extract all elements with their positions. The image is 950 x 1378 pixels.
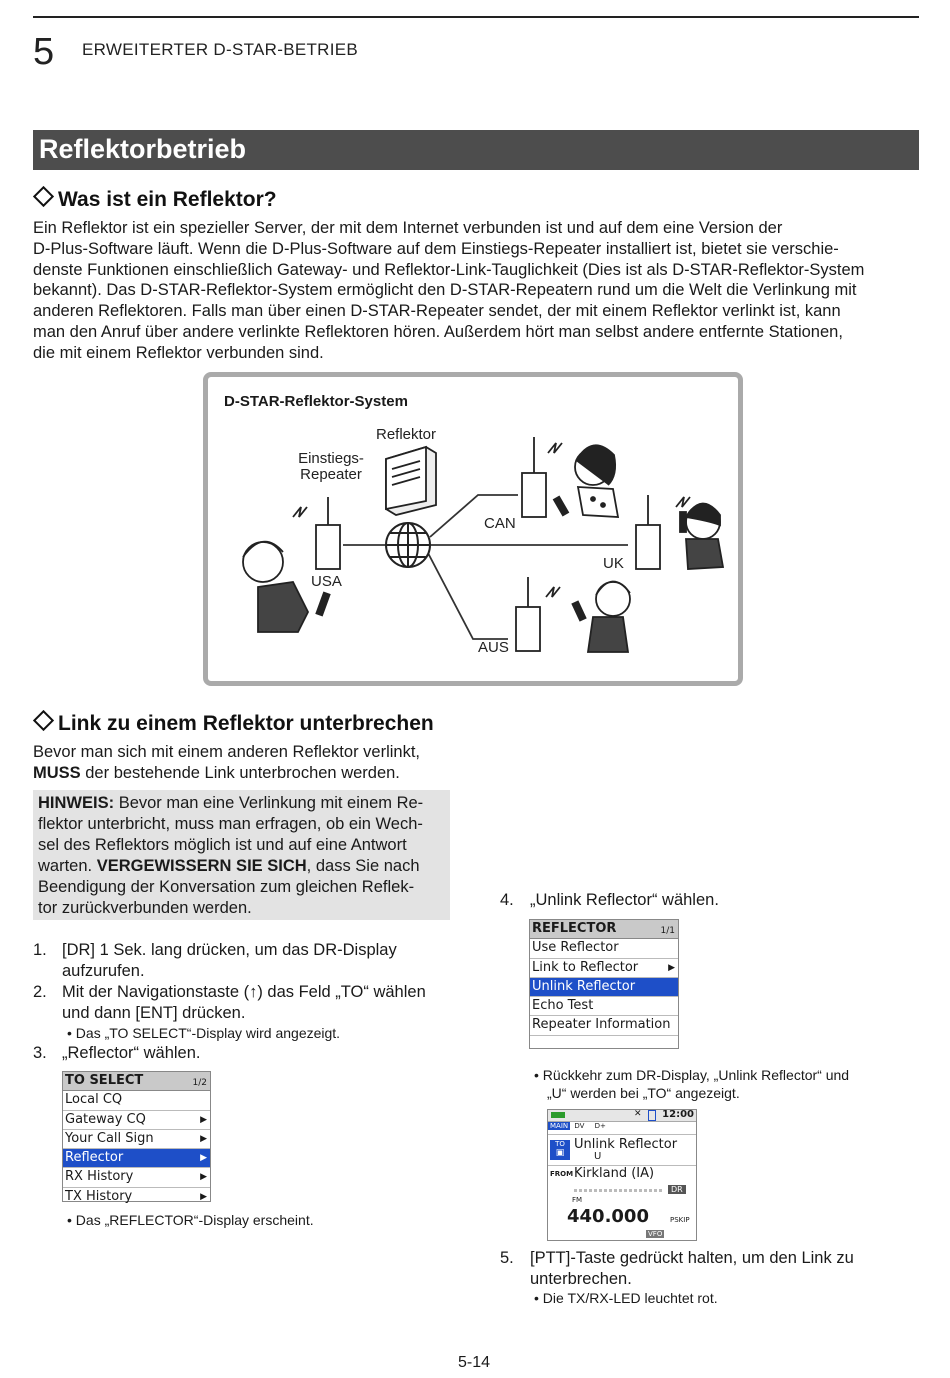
screen-title: TO SELECT [65, 1073, 144, 1088]
para-line [33, 763, 453, 784]
from-label: FROM [550, 1170, 574, 1178]
main-badge: MAIN [550, 1122, 569, 1130]
to-value: Unlink Reflector [574, 1137, 678, 1152]
to-icon [550, 1140, 570, 1160]
label-entry-repeater [296, 451, 366, 483]
heading-text: Link zu einem Reflektor unterbrechen [58, 712, 434, 735]
bullet-text: Die TX/RX-LED leuchtet rot. [542, 1290, 718, 1306]
chevron-right-icon: ▶ [200, 1172, 207, 1183]
gps-icon: ✕ [634, 1109, 642, 1119]
dplus-indicator: D+ [594, 1122, 606, 1130]
bullet-line: „U“ werden bei „TO“ angezeigt. [547, 1085, 740, 1101]
step-2-bullet: • Das „TO SELECT“-Display wird angezeigt. [67, 1025, 341, 1041]
step-5-number: 5. [500, 1249, 514, 1267]
step-3-bullet: • Das „REFLECTOR“-Display erscheint. [67, 1212, 314, 1228]
note-box [33, 790, 450, 920]
person-uk-icon [680, 503, 723, 569]
fm-mode: FM [572, 1196, 583, 1204]
step-4-text: „Unlink Reflector“ wählen. [530, 891, 719, 909]
dr-screen [547, 1109, 697, 1241]
page-indicator: 1/2 [192, 1078, 207, 1088]
sd-card-icon [648, 1110, 656, 1121]
diamond-icon [33, 186, 54, 207]
screen-header [63, 1072, 210, 1091]
to-label: TO [555, 1140, 565, 1148]
step-line: aufzurufen. [62, 961, 145, 980]
heading-text: Was ist ein Reflektor? [58, 188, 277, 211]
menu-item-link-to-reflector[interactable] [530, 959, 678, 978]
label-aus: AUS [478, 639, 509, 656]
para-line: denste Funktionen einschließlich Gateway- und Reflektor-Link-Tauglichkeit (Dies ist als D-STAR-Reflektor-System [33, 260, 865, 279]
note-text-span: Bevor man eine Verlinkung mit einem Re- [118, 794, 424, 812]
person-aus-icon [572, 581, 630, 652]
step-3-number: 3. [33, 1044, 47, 1062]
label-uk: UK [603, 555, 624, 572]
para-line: anderen Reflektoren. Falls man über einen D-STAR-Repeater sendet, der mit einem Reflektor verlinkt ist, kann [33, 302, 841, 321]
clock: 12:00 [662, 1109, 694, 1120]
label-usa: USA [311, 573, 342, 590]
menu-item-rx-history[interactable] [63, 1168, 210, 1187]
repeater-aus-icon [516, 577, 560, 651]
step-3-text: „Reflector“ wählen. [62, 1044, 201, 1062]
bullet-text: Das „REFLECTOR“-Display erscheint. [75, 1212, 314, 1228]
server-icon [386, 447, 436, 515]
step-4-bullet [534, 1066, 914, 1102]
diagram-illustration [208, 377, 738, 681]
banner-title: Reflektorbetrieb [39, 134, 247, 164]
step-line: [DR] 1 Sek. lang drücken, um das DR-Display [62, 941, 397, 959]
step-line: [PTT]-Taste gedrückt halten, um den Link zu [530, 1249, 854, 1267]
page-indicator: 1/1 [660, 926, 675, 936]
repeater-icon: ▣ [555, 1148, 565, 1158]
globe-icon [386, 523, 430, 567]
para-text: der bestehende Link unterbrochen werden. [80, 763, 400, 782]
section-banner [33, 130, 919, 170]
menu-item-label: Link to Reflector [532, 959, 639, 975]
para-line: bekannt). Das D-STAR-Reflektor-System ermöglicht den D-STAR-Repeatern rund um die Welt die Verlinkung mit [33, 281, 857, 300]
dr-badge: DR [668, 1185, 686, 1194]
para-line: Ein Reflektor ist ein spezieller Server, der mit dem Internet verbunden ist und auf dem eine Version der [33, 219, 783, 237]
screen-header [530, 920, 678, 939]
note-emphasis: VERGEWISSERN SIE SICH [96, 857, 307, 875]
from-field[interactable] [548, 1165, 696, 1185]
note-text [38, 793, 448, 919]
note-line: flektor unterbricht, muss man erfragen, ob ein Wech- [38, 815, 423, 833]
note-line: tor zurückverbunden werden. [38, 899, 252, 917]
pskip-indicator: PSKIP [670, 1216, 690, 1224]
menu-item-repeater-information[interactable] [530, 1016, 678, 1035]
para-line: D-Plus-Software läuft. Wenn die D-Plus-Software auf dem Einstiegs-Repeater installiert ist, bietet sie verschie- [33, 239, 839, 258]
step-2-text [62, 982, 462, 1024]
menu-item-unlink-reflector[interactable] [530, 978, 678, 997]
note-line [38, 856, 448, 877]
menu-item-label: Gateway CQ [65, 1111, 146, 1127]
step-line: unterbrechen. [530, 1269, 632, 1288]
note-text-span: , dass Sie nach [306, 857, 420, 875]
menu-item-label: Local CQ [65, 1092, 123, 1108]
to-field[interactable] [548, 1134, 696, 1166]
diagram-title: D-STAR-Reflektor-System [224, 393, 408, 410]
step-4-number: 4. [500, 891, 514, 909]
diamond-icon [33, 710, 54, 731]
step-line: Mit der Navigationstaste (↑) das Feld „TO“ wählen [62, 983, 426, 1001]
menu-item-use-reflector[interactable] [530, 939, 678, 958]
menu-item-echo-test[interactable] [530, 997, 678, 1016]
menu-item-label: Repeater Information [532, 1017, 671, 1033]
menu-item-label: Unlink Reflector [532, 978, 636, 994]
chevron-right-icon: ▶ [200, 1191, 207, 1202]
screen-title: REFLECTOR [532, 921, 617, 936]
label-reflector: Reflektor [376, 426, 437, 443]
section-heading-unlink [33, 712, 434, 736]
chapter-number: 5 [33, 31, 55, 73]
battery-icon [551, 1112, 565, 1118]
chapter-title: ERWEITERTER D-STAR-BETRIEB [82, 40, 359, 59]
label-line: Einstiegs- [298, 450, 364, 467]
must-emphasis: MUSS [33, 763, 81, 782]
para-line: man den Anruf über andere verlinkte Reflektoren hören. Außerdem hört man selbst andere entfernte Stationen, [33, 322, 843, 341]
note-line [38, 793, 448, 814]
chevron-right-icon: ▶ [200, 1133, 207, 1144]
bullet-text: Das „TO SELECT“-Display wird angezeigt. [75, 1025, 341, 1041]
signal-meter [574, 1189, 664, 1192]
para-line: Bevor man sich mit einem anderen Reflektor verlinkt, [33, 743, 420, 761]
menu-item-reflector[interactable] [63, 1149, 210, 1168]
from-value: Kirkland (IA) [574, 1166, 655, 1181]
note-text-span: warten. [38, 857, 97, 875]
label-line: Repeater [300, 466, 362, 483]
bullet-text: Rückkehr zum DR-Display, „Unlink Reflector“ und [542, 1067, 850, 1083]
top-rule [33, 16, 919, 18]
dv-mode: DV [574, 1122, 585, 1130]
mode-row [548, 1122, 606, 1130]
unlink-intro [33, 742, 453, 784]
step-5-bullet: • Die TX/RX-LED leuchtet rot. [534, 1290, 718, 1306]
status-bar [548, 1110, 696, 1122]
bullet-line: • Rückkehr zum DR-Display, „Unlink Reflector“ und [534, 1067, 850, 1083]
chevron-right-icon: ▶ [200, 1114, 207, 1125]
menu-item-label: Use Reflector [532, 940, 619, 956]
menu-item-tx-history[interactable] [63, 1188, 210, 1206]
label-can: CAN [484, 515, 516, 532]
page-number: 5-14 [458, 1354, 491, 1371]
to-select-screen [62, 1071, 211, 1202]
step-5-text [530, 1248, 930, 1290]
menu-item-label: TX History [65, 1188, 133, 1204]
menu-item-label: Reflector [65, 1150, 124, 1166]
para-line: die mit einem Reflektor verbunden sind. [33, 343, 324, 362]
note-line: sel des Reflektors möglich ist und auf eine Antwort [38, 836, 407, 854]
menu-item-gateway-cq[interactable] [63, 1111, 210, 1130]
chevron-right-icon: ▶ [668, 962, 675, 973]
intro-paragraph [33, 218, 923, 364]
step-line: und dann [ENT] drücken. [62, 1003, 246, 1022]
menu-item-label: Echo Test [532, 998, 594, 1014]
reflector-system-diagram [203, 372, 743, 686]
step-2-number: 2. [33, 983, 47, 1001]
menu-item-label: RX History [65, 1169, 134, 1185]
repeater-usa-icon [293, 497, 340, 569]
to-subvalue: U [594, 1151, 602, 1162]
step-1-text [62, 940, 462, 982]
person-can-icon [554, 445, 618, 517]
step-1-number: 1. [33, 941, 47, 959]
chevron-right-icon: ▶ [200, 1153, 207, 1164]
menu-item-label: Your Call Sign [65, 1130, 154, 1146]
menu-item-your-call-sign[interactable] [63, 1130, 210, 1149]
reflector-screen [529, 919, 679, 1049]
menu-item-local-cq[interactable] [63, 1091, 210, 1110]
note-label: HINWEIS: [38, 794, 115, 812]
section-heading-reflector [33, 188, 277, 212]
vfo-badge: VFO [648, 1230, 663, 1238]
note-line: Beendigung der Konversation zum gleichen Reflek- [38, 878, 415, 896]
frequency-display: 440.000 [567, 1206, 649, 1227]
